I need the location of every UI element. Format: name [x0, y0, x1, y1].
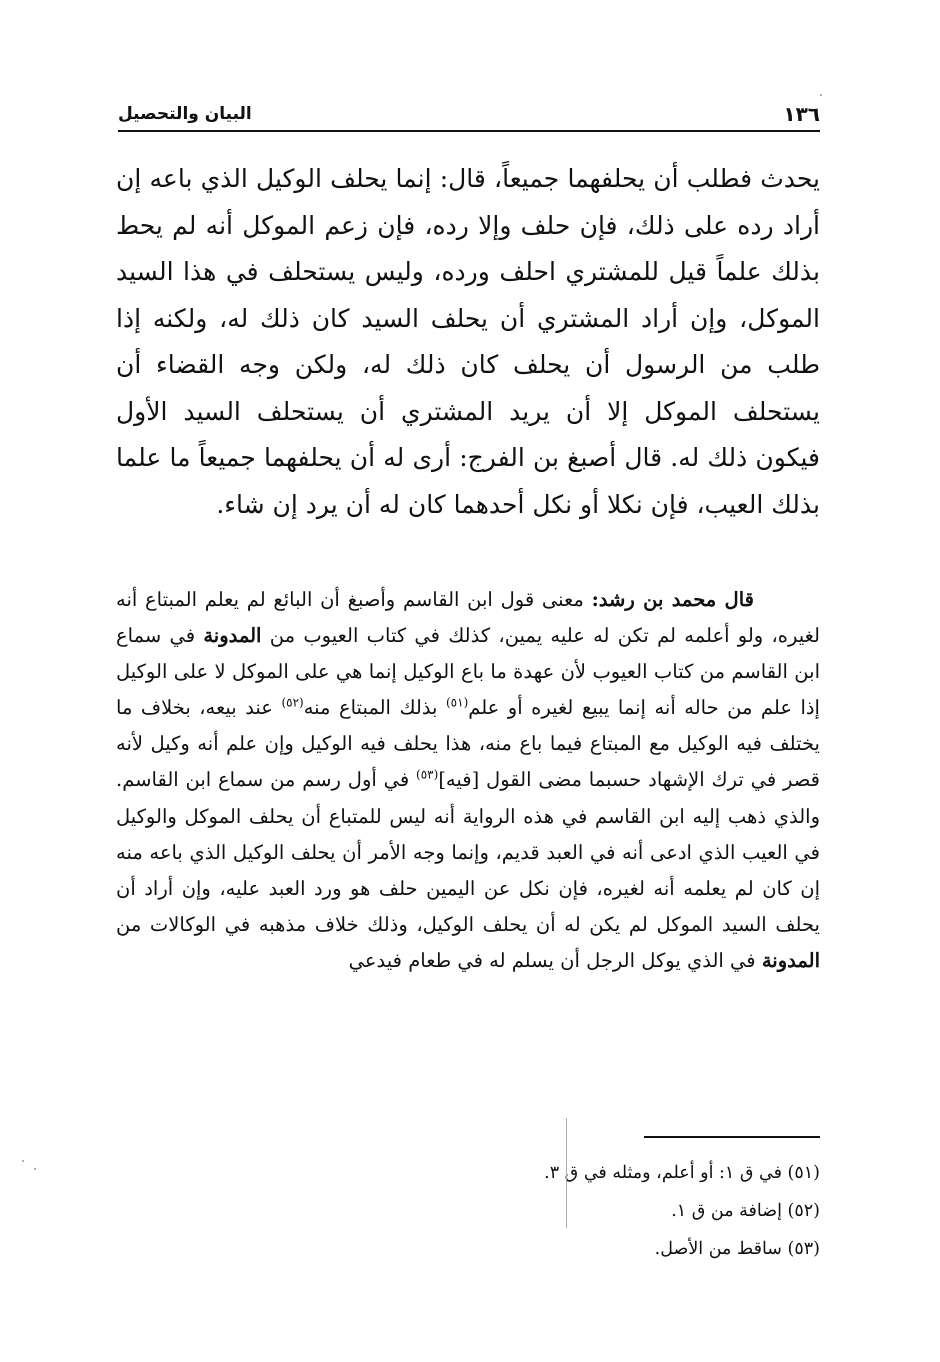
running-title: البيان والتحصيل	[118, 104, 252, 124]
footnote-ref[interactable]: (٥١)	[445, 695, 469, 710]
main-paragraph: يحدث فطلب أن يحلفهما جميعاً، قال: إنما يحلف الوكيل الذي باعه إن أراد رده على ذلك، فإن حلف وإلا رده، فإن زعم الموكل أنه لم يحط بذلك علماً قيل للمشتري احلف ورده، وليس يستحلف في هذا السيد الموكل، وإن أراد المشتري أن يحلف السيد كان ذلك له، ولكنه إذا طلب من الرسول أن يحلف كان ذلك له، ولكن وجه القضاء أن يستحلف الموكل إلا أن يريد المشتري أن يستحلف السيد الأول فيكون ذلك له. قال أصبغ بن الفرج: أرى له أن يحلفهما جميعاً ما علما بذلك العيب، فإن نكلا أو نكل أحدهما كان له أن يرد إن شاء.	[116, 164, 820, 519]
commentary-text: بذلك المبتاع منه	[303, 696, 446, 720]
scan-artifact-dot	[820, 94, 822, 96]
book-title: المدونة	[203, 624, 262, 648]
footnotes	[300, 1154, 820, 1268]
commentary-text: في سماع ابن القاسم من كتاب العيوب لأن عهدة ما باع الوكيل إنما هي على الموكل لا على الوكيل إذا علم من حاله أنه إنما يبيع لغيره أو علم	[116, 624, 820, 720]
header-rule	[118, 130, 820, 132]
footnote-52: (٥٢) إضافة من ق ١.	[671, 1201, 820, 1221]
commentary-speaker: قال محمد بن رشد:	[591, 588, 754, 611]
footnote-ref[interactable]: (٥٢)	[281, 695, 304, 710]
scan-artifact-dot	[22, 1160, 24, 1162]
footnote-51: (٥١) في ق ١: أو أعلم، ومثله في ق ٣.	[544, 1163, 820, 1183]
commentary-text: في الذي يوكل الرجل أن يسلم له في طعام فيدعي	[348, 948, 762, 972]
commentary-text: معنى قول ابن القاسم وأصبغ أن البائع لم يعلم المبتاع أنه لغيره، ولو أعلمه لم تكن له عليه يمين، كذلك في كتاب العيوب من	[116, 588, 820, 648]
commentary-text: في أول رسم من سماع ابن القاسم. والذي ذهب إليه ابن القاسم في هذه الرواية أنه ليس للمتباع أن يحلف الموكل والوكيل في العيب الذي ادعى أنه في العبد قديم، وإنما وجه الأمر أن يحلف الوكيل الذي باعه منه إن كان لم يعلمه أنه لغيره، فإن نكل عن اليمين حلف هو ورد العبد عليه، وإن أراد أن يحلف السيد الموكل لم يكن له أن يحلف الوكيل، وذلك خلاف مذهبه في الوكالات من	[116, 768, 820, 936]
footnote-53: (٥٣) ساقط من الأصل.	[654, 1239, 820, 1259]
footnote-ref[interactable]: (٥٣)	[416, 767, 439, 782]
page-header	[118, 92, 820, 128]
commentary-paragraph	[116, 582, 820, 979]
scan-artifact-dot	[34, 1168, 36, 1170]
book-title: المدونة	[761, 948, 820, 972]
scan-artifact-line	[566, 1118, 567, 1228]
commentary-text: عند بيعه، بخلاف ما يختلف فيه الوكيل مع المبتاع فيما باع منه، هذا يحلف فيه الوكيل وإن علم أنه وكيل لأنه قصر في ترك الإشهاد حسبما مضى القول [فيه]	[116, 696, 821, 792]
footnote-separator	[644, 1136, 820, 1138]
page-number: ١٣٦	[783, 102, 820, 126]
